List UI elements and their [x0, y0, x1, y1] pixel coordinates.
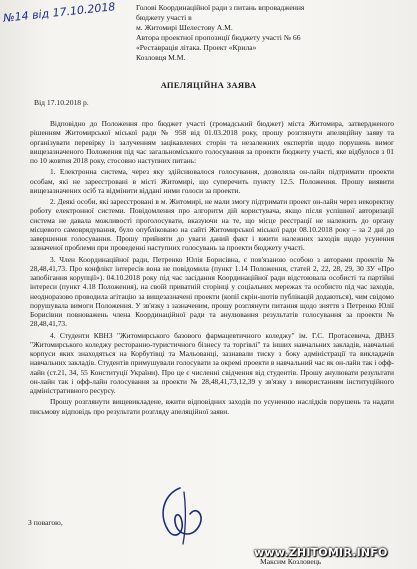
handwritten-signature — [150, 484, 210, 546]
point-2-paragraph: 2. Деякі особи, які зареєстровані в м. Житомирі, не мали змогу підтримати проект он-лайн через некоректну роботу електронної системи. Повідомлення про алгоритм дій користувача, якщо після успішної авторизації система не давала можливості проголосувати, вказуючи на те, що місце реєстрації не належить до органу місцевого самоврядування, було опубліковано на сайті Житомирської міської ради 08.10.2018 року – за 2 дні до завершення голосування. Прошу прийняти до уваги даний факт і вжити належних заходів щодо усунення зазначеної проблеми при проведенні наступних голосувань за проекти бюджету участі. — [30, 197, 394, 253]
document-date: Від 17.10.2018 р. — [34, 98, 89, 107]
intro-paragraph: Відповідно до Положення про бюджет участі (громадський бюджет) міста Житомира, затвердженого рішенням Житомирської міської ради № 958 від 01.03.2018 року, прошу розглянути апеляційну заяву та організувати перевірку із залученням зацікавлених сторін та незалежних експертів щодо порушень вимог вищезазначеного Положення під час загальноміського голосування за проекти бюджету участі, яке відбулося з 01 по 10 жовтня 2018 року, стосовно наступних питань: — [30, 119, 394, 165]
header-line: Голові Координаційної ради з питань впровадження — [136, 3, 305, 12]
request-paragraph: Прошу розглянути вищевикладене, вжити відповідних заходів по усуненню наслідків порушень та надати письмову відповідь про результати розгляду апеляційної заяви. — [30, 397, 394, 416]
site-watermark: www.ZHITOMIR.INFO — [254, 546, 388, 559]
point-1-paragraph: 1. Електронна система, через яку здійснювалося голосування, дозволяла он-лайн підтримати проекти особам, які не зареєстровані в місті Житомирі, що суперечить пункту 12.5. Положення. Прошу виявити вищезазначених осіб та відмінити віддані ними голоси за проекти. — [30, 167, 394, 195]
header-line: бюджету участі в — [136, 13, 192, 23]
signer-name: Максим Козловець — [260, 557, 322, 566]
addressee-header — [136, 3, 416, 64]
point-3-paragraph: 3. Член Координаційної ради, Петренко Юлія Борисівна, є пов'язаною особою з авторами проектів № 28,48,41,73. Про конфлікт інтересів вона не повідомила (пункт 1.14 Положення, статей 2, 22, 28, 29, 30 ЗУ «Про запобігання корупції»). 04.10.2018 року під час засідання Координаційної ради відстоювала особисті та партійні інтереси (пункт 4.18 Положення), на своїй приватній сторінці у соціальних мережах та особисто під час заходів, неодноразово проводила агітацію за вищезазначені проекти (копії скрін-шотів публікацій додаються), чим свідомо порушувала вимоги Положення. У зв'язку з зазначеним, прошу розглянути питання щодо зняття з Петренко Юлії Борисівни повноважень члена Координаційної ради та анулювання результатів голосування за проекти № 28,48,41,73. — [30, 254, 394, 329]
handwritten-registration-note: №14 від 17.10.2018 — [2, 0, 116, 25]
header-line: «Реставрація літака. Проект «Крила» — [136, 43, 257, 53]
point-4-paragraph: 4. Студенти КВНЗ "Житомирського базового фармацевтичного коледжу" ім. Г.С. Протасевича, ДВНЗ "Житомирського коледжу ресторанно-туристичного бізнесу та торгівлі" та інших навчальних закладів, навчальні корпуси яких знаходяться на Корбутівці та Мальованці, зазнавали тиску з боку адміністрації та викладачів навчальних закладів. Студентів примушували голосувати за окремі проекти в навчальний час як он-лайн так і офф-лайн (ст.21, 34, 55 Конституції України). Про це є численні свідчення від студентів. Прошу анулювати результати он-лайн так і офф-лайн голосування за проекти № 28,48,41,73,12,39 у зв'язку з використанням інституційного адміністративного ресурсу. — [30, 330, 394, 395]
document-body — [30, 119, 394, 418]
header-line: Козловця М.М. — [136, 53, 186, 63]
header-line: м. Житомирі Шелестову А.М. — [136, 23, 233, 33]
closing-phrase: З повагою, — [28, 518, 63, 527]
header-line: Автора проектної пропозиції бюджету участі № 66 — [136, 33, 301, 43]
document-title: АПЕЛЯЦІЙНА ЗАЯВА — [160, 80, 257, 90]
